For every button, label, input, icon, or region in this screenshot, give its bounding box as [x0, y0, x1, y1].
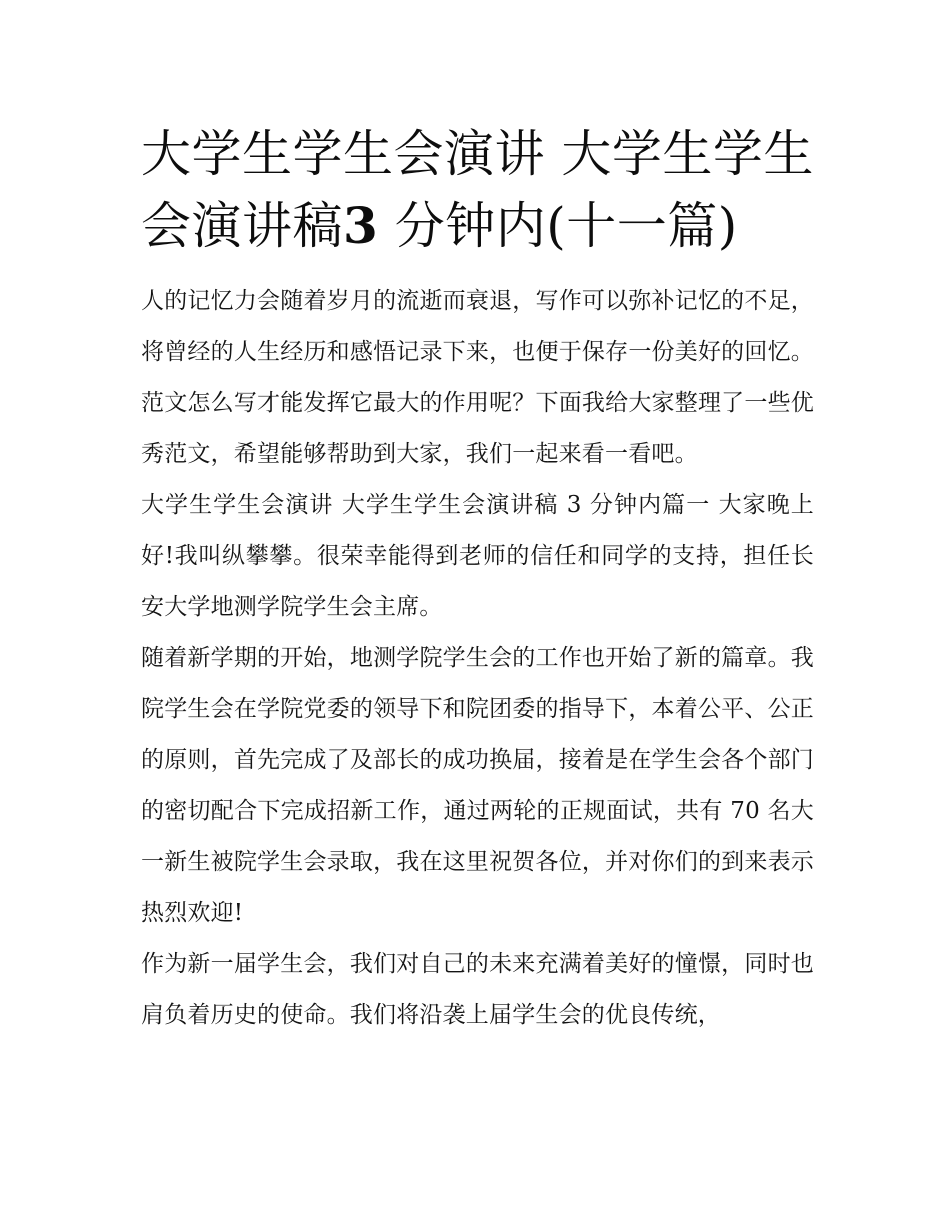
- document-title: [141, 118, 814, 262]
- title-number: 3: [343, 196, 379, 255]
- paragraph-intro: 人的记忆力会随着岁月的流逝而衰退，写作可以弥补记忆的不足，将曾经的人生经历和感悟记录下来，也便于保存一份美好的回忆。范文怎么写才能发挥它最大的作用呢？下面我给大家整理了一些优秀范文，希望能够帮助到大家，我们一起来看一看吧。: [141, 288, 814, 467]
- title-text-part1: 大学生学生会演讲 大学生学生会演讲稿: [141, 125, 814, 255]
- document-body: [141, 276, 814, 1041]
- paragraph-new-council: 作为新一届学生会，我们对自己的未来充满着美好的憧憬，同时也肩负着历史的使命。我们将沿袭上届学生会的优良传统，: [141, 951, 814, 1028]
- paragraph-speech-opening: 大学生学生会演讲 大学生学生会演讲稿 3 分钟内篇一 大家晚上好!我叫纵攀攀。很荣幸能得到老师的信任和同学的支持，担任长安大学地测学院学生会主席。: [141, 492, 814, 620]
- title-text-part2: 分钟内(十一篇): [378, 197, 738, 255]
- paragraph-new-semester: 随着新学期的开始，地测学院学生会的工作也开始了新的篇章。我院学生会在学院党委的领导下和院团委的指导下，本着公平、公正的原则，首先完成了及部长的成功换届，接着是在学生会各个部门的密切配合下完成招新工作，通过两轮的正规面试，共有 70 名大一新生被院学生会录取，我在这里祝贺各位，并对你们的到来表示热烈欢迎!: [141, 645, 814, 926]
